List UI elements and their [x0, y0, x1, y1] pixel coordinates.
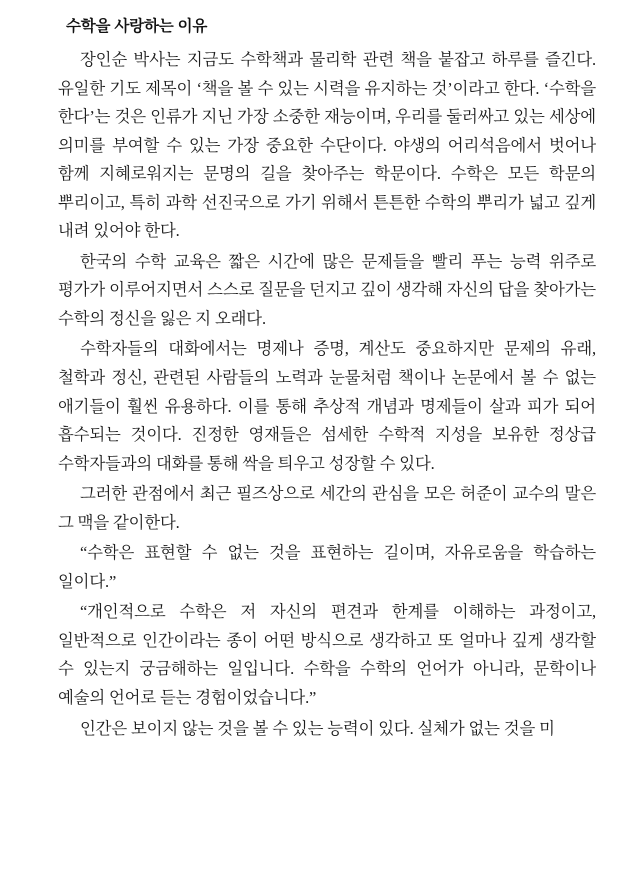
- page-title: 수학을 사랑하는 이유: [66, 18, 208, 35]
- body-paragraph: 인간은 보이지 않는 것을 볼 수 있는 능력이 있다. 실체가 없는 것을 미: [80, 718, 555, 738]
- body-paragraph: 수학자들의 대화에서는 명제나 증명, 계산도 중요하지만 문제의 유래, 철학과 정신, 관련된 사람들의 노력과 눈물처럼 책이나 논문에서 볼 수 없는 애기들이 훨씬 유용하다. 이를 통해 추상적 개념과 명제들이 살과 피가 되어 흡수되는 것이다. 진정한 영재들은 섬세한 수학적 지성을 보유한 정상급 수학자들과의 대화를 통해 싹을 틔우고 성장할 수 있다.: [58, 339, 596, 473]
- body-paragraph-quote: “수학은 표현할 수 없는 것을 표현하는 길이며, 자유로움을 학습하는 일이다.”: [58, 543, 596, 591]
- body-paragraph: 한국의 수학 교육은 짧은 시간에 많은 문제들을 빨리 푸는 능력 위주로 평가가 이루어지면서 스스로 질문을 던지고 깊이 생각해 자신의 답을 찾아가는 수학의 정신을 잃은 지 오래다.: [58, 251, 596, 328]
- body-paragraph-quote: “개인적으로 수학은 저 자신의 편견과 한계를 이해하는 과정이고, 일반적으로 인간이라는 종이 어떤 방식으로 생각하고 또 얼마나 깊게 생각할 수 있는지 궁금해하는 일입니다. 수학을 수학의 언어가 아니라, 문학이나 예술의 언어로 듣는 경험이었습니다.”: [58, 602, 596, 708]
- body-paragraph: 그러한 관점에서 최근 필즈상으로 세간의 관심을 모은 허준이 교수의 말은 그 맥을 같이한다.: [58, 484, 596, 532]
- body-paragraph: 장인순 박사는 지금도 수학책과 물리학 관련 책을 붙잡고 하루를 즐긴다. 유일한 기도 제목이 ‘책을 볼 수 있는 시력을 유지하는 것’이라고 한다. ‘수학을 한다’는 것은 인류가 지닌 가장 소중한 재능이며, 우리를 둘러싸고 있는 세상에 의미를 부여할 수 있는 가장 중요한 수단이다. 야생의 어리석음에서 벗어나 함께 지혜로워지는 문명의 길을 찾아주는 학문이다. 수학은 모든 학문의 뿌리이고, 특히 과학 선진국으로 가기 위해서 튼튼한 수학의 뿌리가 넓고 깊게 내려 있어야 한다.: [58, 50, 596, 241]
